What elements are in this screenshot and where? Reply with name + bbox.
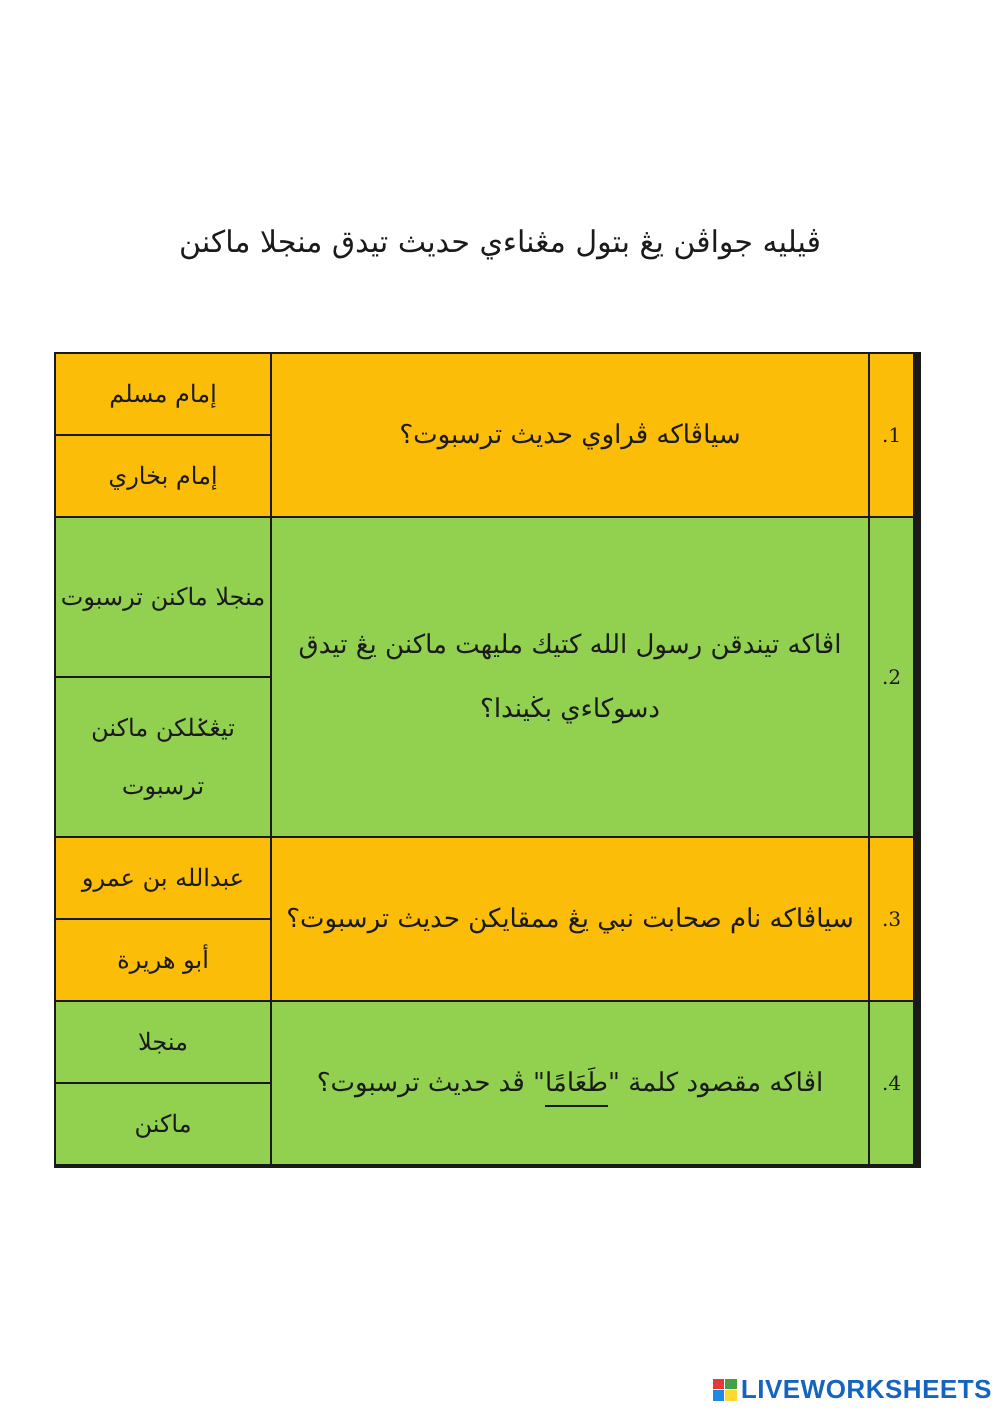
answer-option[interactable]: منجلا [55, 1001, 271, 1083]
liveworksheets-logo-icon [713, 1379, 737, 1401]
question-number: 4. [869, 1001, 917, 1166]
answer-option[interactable]: إمام مسلم [55, 353, 271, 435]
question-text: سياڤاكه نام صحابت نبي يڠ ممقايكن حديث ترسبوت؟ [271, 837, 869, 1001]
question-row-2 [55, 517, 917, 677]
question-number: 1. [869, 353, 917, 517]
question-text: سياڤاكه ڤراوي حديث ترسبوت؟ [271, 353, 869, 517]
question-text [271, 1001, 869, 1166]
answer-option[interactable]: ماكنن [55, 1083, 271, 1166]
question-text-before: اڤاكه مقصود كلمة " [608, 1068, 824, 1098]
question-row-4 [55, 1001, 917, 1083]
question-row-1 [55, 353, 917, 435]
answer-option[interactable]: إمام بخاري [55, 435, 271, 517]
quiz-table [54, 352, 921, 1168]
question-number: 3. [869, 837, 917, 1001]
underlined-word: طَعَامًا [544, 1068, 608, 1098]
answer-option[interactable]: عبدالله بن عمرو [55, 837, 271, 919]
question-row-3 [55, 837, 917, 919]
liveworksheets-logo[interactable] [713, 1374, 992, 1405]
question-text: اڤاكه تيندقن رسول الله كتيك مليهت ماكنن يڠ تيدق دسوكاءي بڬيندا؟ [271, 517, 869, 837]
answer-option[interactable]: أبو هريرة [55, 919, 271, 1001]
answer-option[interactable]: منجلا ماكنن ترسبوت [55, 517, 271, 677]
worksheet-title: ڤيليه جواڤن يڠ بتول مڠناءي حديث تيدق منجلا ماكنن [179, 225, 821, 260]
question-text-after: " ڤد حديث ترسبوت؟ [316, 1068, 545, 1098]
question-number: 2. [869, 517, 917, 837]
logo-text: LIVEWORKSHEETS [740, 1374, 992, 1404]
answer-option[interactable]: تيڠݢلكن ماكنن ترسبوت [55, 677, 271, 837]
